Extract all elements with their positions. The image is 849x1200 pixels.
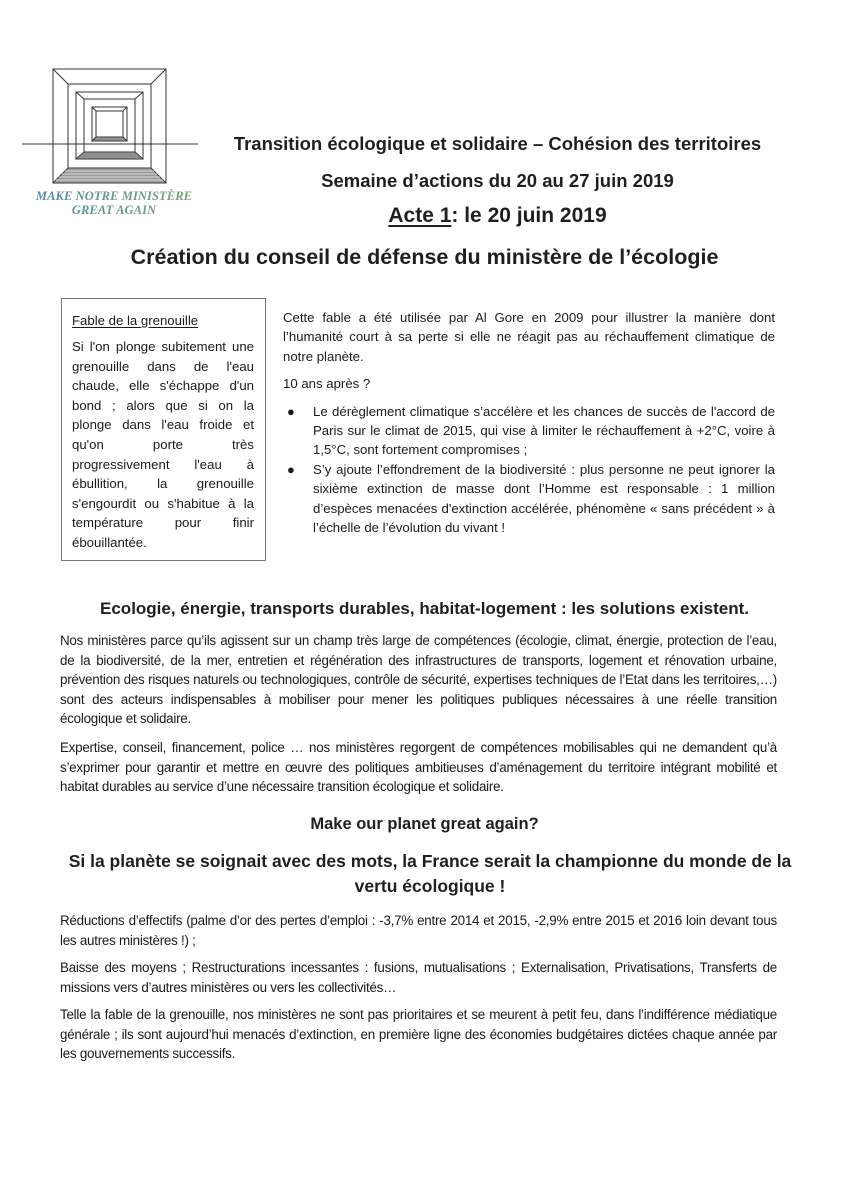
planet-paragraph: Baisse des moyens ; Restructurations incessantes : fusions, mutualisations ; Externalisation, Privatisations, Transferts de missions vers d’autres ministères ou vers les collectivités… [60,960,777,995]
bullet-icon: ● [287,403,295,419]
act-date: : le 20 juin 2019 [451,204,607,227]
intro-bullet-list [283,402,775,538]
bullet-text: Le dérèglement climatique s’accélère et les chances de succès de l'accord de Paris sur le climat de 2015, qui vise à limiter le réchauffement à +2°C, voire à 1,5°C, sont fortement compromises ; [313,403,775,458]
planet-paragraph: Réductions d’effectifs (palme d’or des pertes d’emploi : -3,7% entre 2014 et 2015, -2,9% entre 2015 et 2016 loin devant tous les autres ministères !) ; [60,913,777,948]
intro-paragraph: Cette fable a été utilisée par Al Gore en 2009 pour illustrer la manière dont l’humanité court à sa perte si elle ne réagit pas au réchauffement climatique de notre planète. [283,310,775,364]
solutions-paragraph: Expertise, conseil, financement, police … nos ministères regorgent de compétences mobilisables qui ne demandent qu’à s’exprimer pour garantir et mettre en œuvre des politiques ambitieuses d’aménagement du territoire intégrant mobilité et habitat durables au service d’une nécessaire transition écologique et solidaire. [60,740,777,794]
document-title: Transition écologique et solidaire – Cohésion des territoires [233,133,762,154]
document-subtitle: Semaine d’actions du 20 au 27 juin 2019 [321,170,674,191]
fable-title: Fable de la grenouille [72,313,199,328]
main-title: Création du conseil de défense du ministère de l’écologie [130,245,719,269]
fable-text: Si l'on plonge subitement une grenouille dans de l'eau chaude, elle s'échappe d'un bond ; alors que si on la plonge dans l'eau froide et qu'on porte très progressivement l'eau à ébullition, la grenouille s'engourdit ou s'habitue à la température pour finir ébouillantée. [72,339,254,550]
logo-text-line1: MAKE NOTRE MINISTÈRE [19,189,209,204]
bullet-icon: ● [287,461,295,477]
act-heading [215,204,780,228]
fable-box [61,298,266,561]
solutions-paragraph: Nos ministères parce qu’ils agissent sur un champ très large de compétences (écologie, climat, énergie, protection de l’eau, de la biodiversité, de la mer, entretien et régénération des infrastructures de transports, logement et rénovation urbaine, prévention des risques naturels ou technologiques, contrôle de sécurité, expertises techniques de l’Etat dans les territoires,…) sont des acteurs indispensables à mobiliser pour mener les politiques publiques nécessaires à une réelle transition écologique et solidaire. [60,633,777,726]
solutions-heading: Ecologie, énergie, transports durables, habitat-logement : les solutions existent. [100,599,749,618]
intro-column [283,308,775,537]
bullet-item [283,460,775,538]
planet-paragraph: Telle la fable de la grenouille, nos ministères ne sont pas prioritaires et se meurent à petit feu, dans l’indifférence médiatique générale ; ils sont aujourd’hui menacés d’extinction, en première ligne des économies budgétaires dictées chaque année par les gouvernements successifs. [60,1007,777,1061]
nested-squares-logo-icon [22,62,212,192]
act-label: Acte 1 [388,204,452,227]
bullet-item [283,402,775,460]
planet-heading: Make our planet great again? [310,815,539,833]
intro-question: 10 ans après ? [283,376,371,392]
bullet-text: S’y ajoute l’effondrement de la biodiversité : plus personne ne peut ignorer la sixième extinction de masse dont l’Homme est responsable : 1 million d’espèces menacées d'extinction accélérée, phénomène « sans précédent » à l’échelle de l’évolution du vivant ! [313,461,775,536]
logo-text-line2: GREAT AGAIN [19,203,209,218]
logo [22,62,202,232]
planet-subheading: Si la planète se soignait avec des mots, la France serait la championne du monde de la vertu écologique ! [68,851,792,896]
